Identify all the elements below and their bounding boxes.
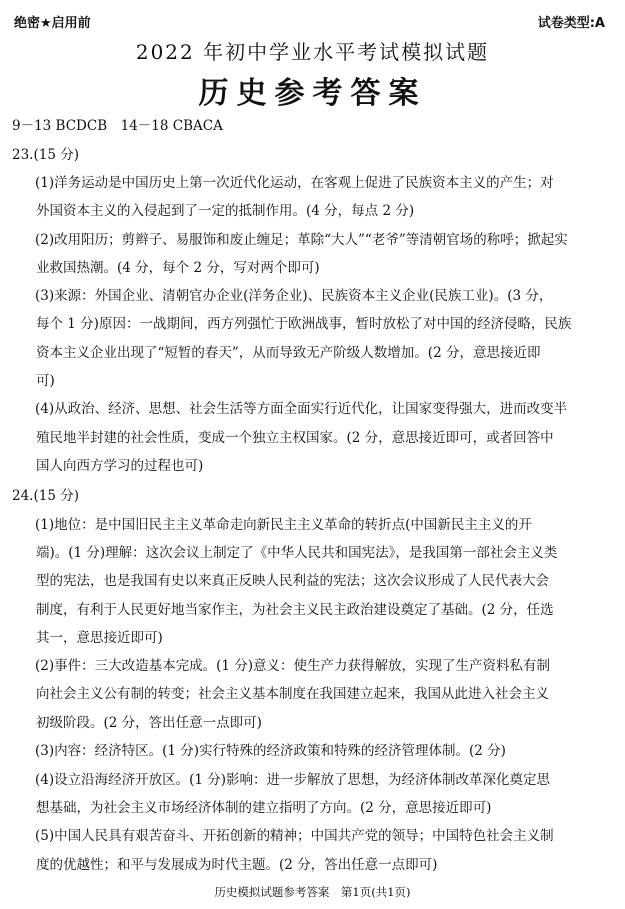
answer-line: 殖民地半封建的社会性质，变成一个独立主权国家。(2 分，意思接近即可，或者回答中 — [36, 430, 554, 446]
answer-line: (2)改用阳历；剪辫子、易服饰和废止缠足；革除“大人”“老爷”等清朝官场的称呼；掀起实 — [35, 232, 568, 248]
answer-line: (1)地位：是中国旧民主主义革命走向新民主主义革命的转折点(中国新民主主义的开 — [35, 517, 532, 533]
confidential-label: 绝密★启用前 — [14, 16, 91, 31]
answer-line: (5)中国人民具有艰苦奋斗、开拓创新的精神；中国共产党的领导；中国特色社会主义制 — [35, 828, 554, 844]
page-footer: 历史模拟试题参考答案 第1页(共1页) — [214, 885, 411, 899]
exam-title: 2022 年初中学业水平考试模拟试题 — [135, 40, 490, 64]
answer-line: 资本主义企业出现了“短暂的春天”，从而导致无产阶级人数增加。(2 分，意思接近即 — [36, 345, 541, 361]
answer-line: 业救国热潮。(4 分，每个 2 分，写对两个即可) — [36, 260, 320, 276]
answer-line: 外国资本主义的入侵起到了一定的抵制作用。(4 分，每点 2 分) — [36, 203, 415, 219]
answer-line: (4)从政治、经济、思想、社会生活等方面全面实行近代化，让国家变得强大，进而改变半 — [35, 401, 568, 417]
paper-type-label: 试卷类型:A — [537, 16, 605, 31]
answer-line: 其一，意思接近即可) — [36, 630, 163, 646]
answer-line: 度的优越性；和平与发展成为时代主题。(2 分，答出任意一点即可) — [36, 857, 438, 873]
answer-line: 国人向西方学习的过程也可) — [36, 458, 204, 474]
answer-line: 初级阶段。(2 分，答出任意一点即可) — [36, 715, 262, 731]
answer-line: 端)。(1 分)理解：这次会议上制定了《中华人民共和国宪法》，是我国第一部社会主义类 — [36, 545, 558, 561]
answer-line: 想基础，为社会主义市场经济体制的建立指明了方向。(2 分，意思接近即可) — [36, 800, 492, 816]
q23-heading: 23.(15 分) — [12, 147, 79, 163]
choice-answers: 9－13 BCDCB 14－18 CBACA — [12, 118, 223, 134]
q24-heading: 24.(15 分) — [12, 488, 79, 504]
answer-line: 向社会主义公有制的转变；社会主义基本制度在我国建立起来，我国从此进入社会主义 — [36, 686, 549, 702]
answer-line: (4)设立沿海经济开放区。(1 分)影响：进一步解放了思想，为经济体制改革深化奠定思 — [35, 772, 551, 788]
answer-line: (1)洋务运动是中国历史上第一次近代化运动，在客观上促进了民族资本主义的产生；对 — [35, 175, 554, 191]
answer-line: (3)来源：外国企业、清朝官办企业(洋务企业)、民族资本主义企业(民族工业)。(3 分， — [35, 288, 553, 304]
answer-line: (2)事件：三大改造基本完成。(1 分)意义：使生产力获得解放，实现了生产资料私有制 — [35, 658, 551, 674]
page-title: 历史参考答案 — [198, 76, 427, 111]
answer-line: 可) — [36, 373, 55, 389]
answer-line: 每个 1 分)原因：一战期间，西方列强忙于欧洲战事，暂时放松了对中国的经济侵略，民族 — [36, 316, 572, 332]
answer-line: (3)内容：经济特区。(1 分)实行特殊的经济政策和特殊的经济管理体制。(2 分) — [35, 743, 506, 759]
answer-line: 制度，有利于人民更好地当家作主，为社会主义民主政治建设奠定了基础。(2 分，任选 — [36, 602, 554, 618]
answer-line: 型的宪法，也是我国有史以来真正反映人民利益的宪法；这次会议形成了人民代表大会 — [36, 573, 549, 589]
